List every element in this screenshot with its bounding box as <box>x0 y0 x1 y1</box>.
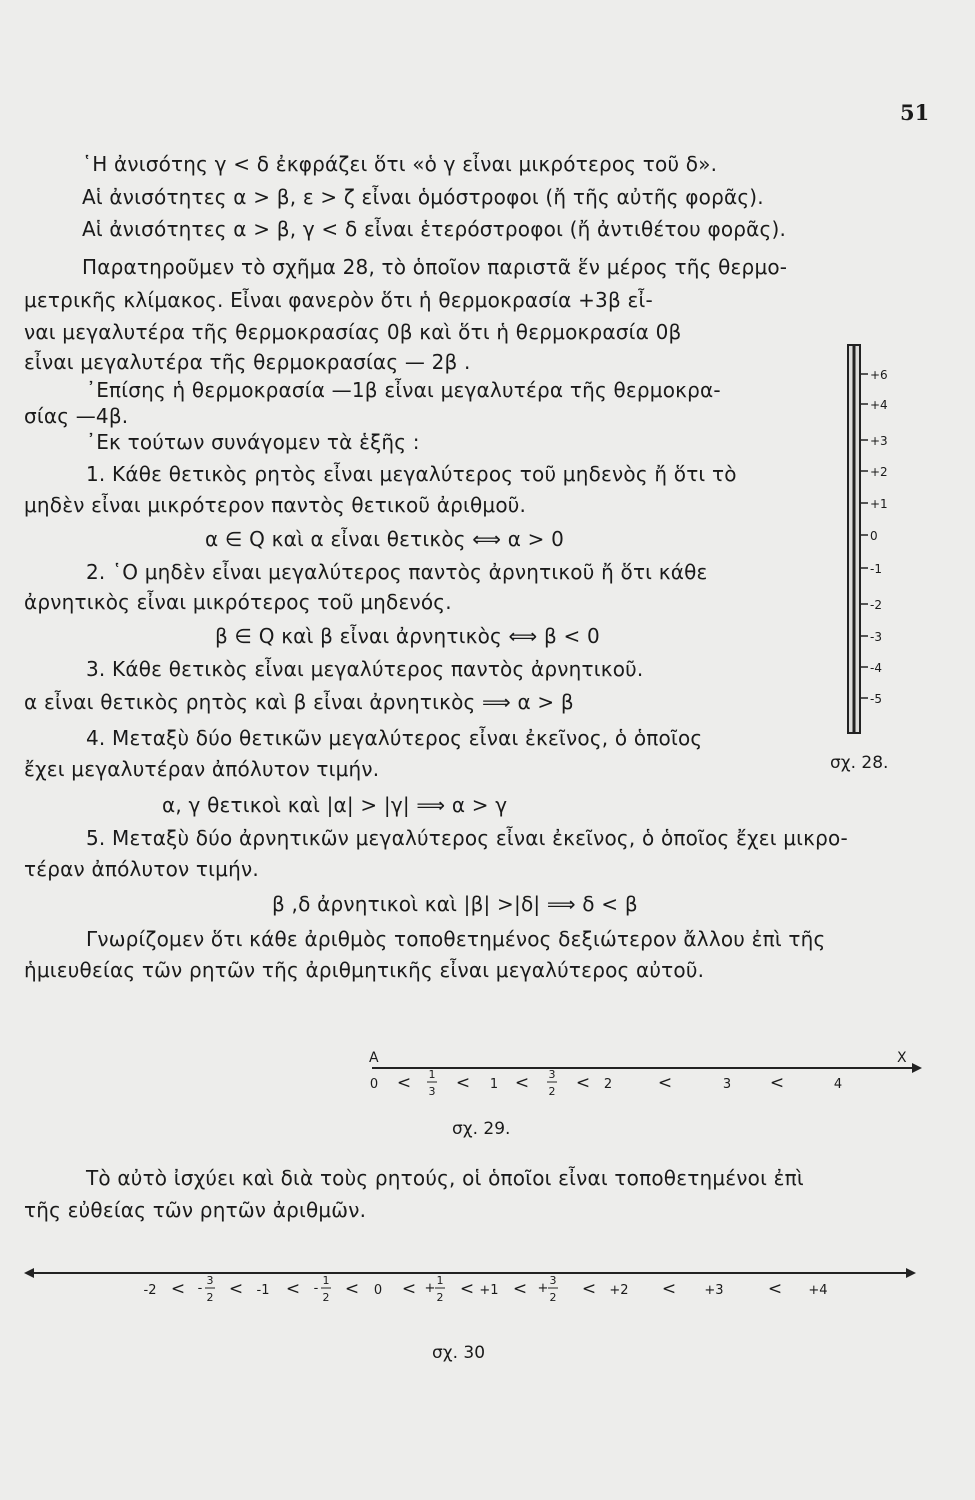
thermometer-ticks <box>860 368 888 706</box>
text-line: ᾿Επίσης ἡ θερμοκρασία —1β εἶναι μεγαλυτέρα τῆς θερμοκρα- <box>86 378 721 402</box>
fraction-denominator: 2 <box>322 1291 330 1304</box>
number-label: 4 <box>833 1077 843 1092</box>
formula: α, γ θετικοὶ καὶ |α| > |γ| ⟹ α > γ <box>162 793 508 817</box>
thermometer-label: -2 <box>870 598 882 612</box>
fig29-start-label: A <box>369 1050 379 1066</box>
fig29-number-line <box>369 1050 922 1098</box>
number-label: 2 <box>603 1077 613 1092</box>
text-line: Παρατηροῦμεν τὸ σχῆμα 28, τὸ ὁποῖον παριστᾶ ἕν μέρος τῆς θερμο- <box>82 255 788 279</box>
fraction-numerator: 3 <box>549 1274 557 1287</box>
text-line: 5. Μεταξὺ δύο ἀρνητικῶν μεγαλύτερος εἶναι ἐκεῖνος, ὁ ὁποῖος ἔχει μικρο- <box>86 826 848 850</box>
less-than-sign: < <box>581 1279 597 1299</box>
fraction-sign: - <box>313 1281 319 1296</box>
fraction-sign: + <box>537 1281 549 1296</box>
text-line: τῆς εὐθείας τῶν ρητῶν ἀριθμῶν. <box>24 1198 367 1222</box>
fig30-caption: σχ. 30 <box>432 1343 486 1363</box>
fraction-numerator: 3 <box>206 1274 214 1287</box>
text-line: ῾Η ἀνισότης γ < δ ἐκφράζει ὅτι «ὁ γ εἶναι μικρότερος τοῦ δ». <box>82 152 718 176</box>
fig29-sequence <box>370 1068 842 1098</box>
less-than-sign: < <box>344 1279 360 1299</box>
less-than-sign: < <box>455 1073 471 1093</box>
fraction-denominator: 2 <box>206 1291 214 1304</box>
formula: α ∈ Q καὶ α εἶναι θετικὸς ⟺ α > 0 <box>205 527 565 551</box>
thermometer-label: -5 <box>870 692 882 706</box>
less-than-sign: < <box>401 1279 417 1299</box>
text-line: μετρικῆς κλίμακος. Εἶναι φανερὸν ὅτι ἡ θερμοκρασία +3β εἶ- <box>24 288 653 312</box>
less-than-sign: < <box>285 1279 301 1299</box>
text-line: Γνωρίζομεν ὅτι κάθε ἀριθμὸς τοποθετημένος δεξιώτερον ἄλλου ἐπὶ τῆς <box>86 927 826 951</box>
text-line: Αἱ ἀνισότητες α > β, γ < δ εἶναι ἑτερόστροφοι (ἤ ἀντιθέτου φορᾶς). <box>82 217 787 241</box>
text-line: σίας —4β. <box>24 404 129 428</box>
number-label: +2 <box>609 1283 629 1298</box>
number-label: +1 <box>479 1283 499 1298</box>
fig30-number-line <box>24 1268 916 1304</box>
less-than-sign: < <box>657 1073 673 1093</box>
formula: β ,δ ἀρνητικοὶ καὶ |β| >|δ| ⟹ δ < β <box>272 892 638 916</box>
thermometer-label: +2 <box>870 465 888 479</box>
less-than-sign: < <box>769 1073 785 1093</box>
less-than-sign: < <box>228 1279 244 1299</box>
fraction-denominator: 2 <box>549 1291 557 1304</box>
fig28-caption: σχ. 28. <box>830 753 889 773</box>
fraction-denominator: 3 <box>428 1085 436 1098</box>
thermometer-label: -1 <box>870 562 882 576</box>
number-label: -1 <box>256 1283 270 1298</box>
text-line: ναι μεγαλυτέρα τῆς θερμοκρασίας 0β καὶ ὅτι ἡ θερμοκρασία 0β <box>24 320 682 344</box>
text-line: μηδὲν εἶναι μικρότερον παντὸς θετικοῦ ἀριθμοῦ. <box>24 493 527 517</box>
text-line: 3. Κάθε θετικὸς εἶναι μεγαλύτερος παντὸς ἀρνητικοῦ. <box>86 657 644 681</box>
number-label: 0 <box>369 1077 379 1092</box>
number-label: 3 <box>722 1077 732 1092</box>
less-than-sign: < <box>767 1279 783 1299</box>
text-line: τέραν ἀπόλυτον τιμήν. <box>24 857 259 881</box>
number-label: +3 <box>704 1283 724 1298</box>
fraction-numerator: 1 <box>428 1068 436 1081</box>
thermometer-label: -3 <box>870 630 882 644</box>
text-line: Αἱ ἀνισότητες α > β, ε > ζ εἶναι ὁμόστροφοι (ἤ τῆς αὐτῆς φορᾶς). <box>82 185 764 209</box>
fig30-left-arrowhead <box>24 1268 34 1278</box>
fig30-sequence <box>144 1274 828 1304</box>
fraction-numerator: 1 <box>322 1274 330 1287</box>
less-than-sign: < <box>514 1073 530 1093</box>
less-than-sign: < <box>661 1279 677 1299</box>
text-line: ἡμιευθείας τῶν ρητῶν τῆς ἀριθμητικῆς εἶναι μεγαλύτερος αὐτοῦ. <box>24 958 705 982</box>
fig29-arrowhead <box>912 1063 922 1073</box>
text-line: 1. Κάθε θετικὸς ρητὸς εἶναι μεγαλύτερος τοῦ μηδενὸς ἤ ὅτι τὸ <box>86 462 737 486</box>
fraction-denominator: 2 <box>548 1085 556 1098</box>
less-than-sign: < <box>459 1279 475 1299</box>
thermometer-label: +6 <box>870 368 888 382</box>
thermometer-label: +3 <box>870 434 888 448</box>
less-than-sign: < <box>575 1073 591 1093</box>
fig29-end-label: X <box>897 1050 907 1066</box>
number-label: -2 <box>143 1283 157 1298</box>
text-line: ἀρνητικὸς εἶναι μικρότερος τοῦ μηδενός. <box>24 590 452 614</box>
less-than-sign: < <box>512 1279 528 1299</box>
text-line: 2. ῾Ο μηδὲν εἶναι μεγαλύτερος παντὸς ἀρνητικοῦ ἤ ὅτι κάθε <box>86 560 708 584</box>
page-number: 51 <box>900 100 930 125</box>
number-label: 1 <box>489 1077 499 1092</box>
text-line: Τὸ αὐτὸ ἰσχύει καὶ διὰ τοὺς ρητούς, οἱ ὁποῖοι εἶναι τοποθετημένοι ἐπὶ <box>86 1166 804 1190</box>
formula: α εἶναι θετικὸς ρητὸς καὶ β εἶναι ἀρνητικὸς ⟹ α > β <box>24 690 574 714</box>
thermometer-figure <box>848 345 888 733</box>
text-line: εἶναι μεγαλυτέρα τῆς θερμοκρασίας — 2β . <box>24 350 471 374</box>
thermometer-label: +4 <box>870 398 888 412</box>
text-line: ᾿Εκ τούτων συνάγομεν τὰ ἑξῆς : <box>86 430 420 454</box>
text-line: ἔχει μεγαλυτέραν ἀπόλυτον τιμήν. <box>24 757 380 781</box>
number-label: +4 <box>808 1283 828 1298</box>
text-line: 4. Μεταξὺ δύο θετικῶν μεγαλύτερος εἶναι ἐκεῖνος, ὁ ὁποῖος <box>86 726 703 750</box>
fraction-numerator: 1 <box>436 1274 444 1287</box>
fraction-denominator: 2 <box>436 1291 444 1304</box>
thermometer-label: -4 <box>870 661 882 675</box>
less-than-sign: < <box>396 1073 412 1093</box>
fraction-numerator: 3 <box>548 1068 556 1081</box>
number-label: 0 <box>373 1283 383 1298</box>
thermometer-label: 0 <box>870 529 878 543</box>
fraction-sign: + <box>424 1281 436 1296</box>
fraction-sign: - <box>197 1281 203 1296</box>
fig30-right-arrowhead <box>906 1268 916 1278</box>
fig29-caption: σχ. 29. <box>452 1119 511 1139</box>
less-than-sign: < <box>170 1279 186 1299</box>
formula: β ∈ Q καὶ β εἶναι ἀρνητικὸς ⟺ β < 0 <box>215 624 600 648</box>
thermometer-label: +1 <box>870 497 888 511</box>
